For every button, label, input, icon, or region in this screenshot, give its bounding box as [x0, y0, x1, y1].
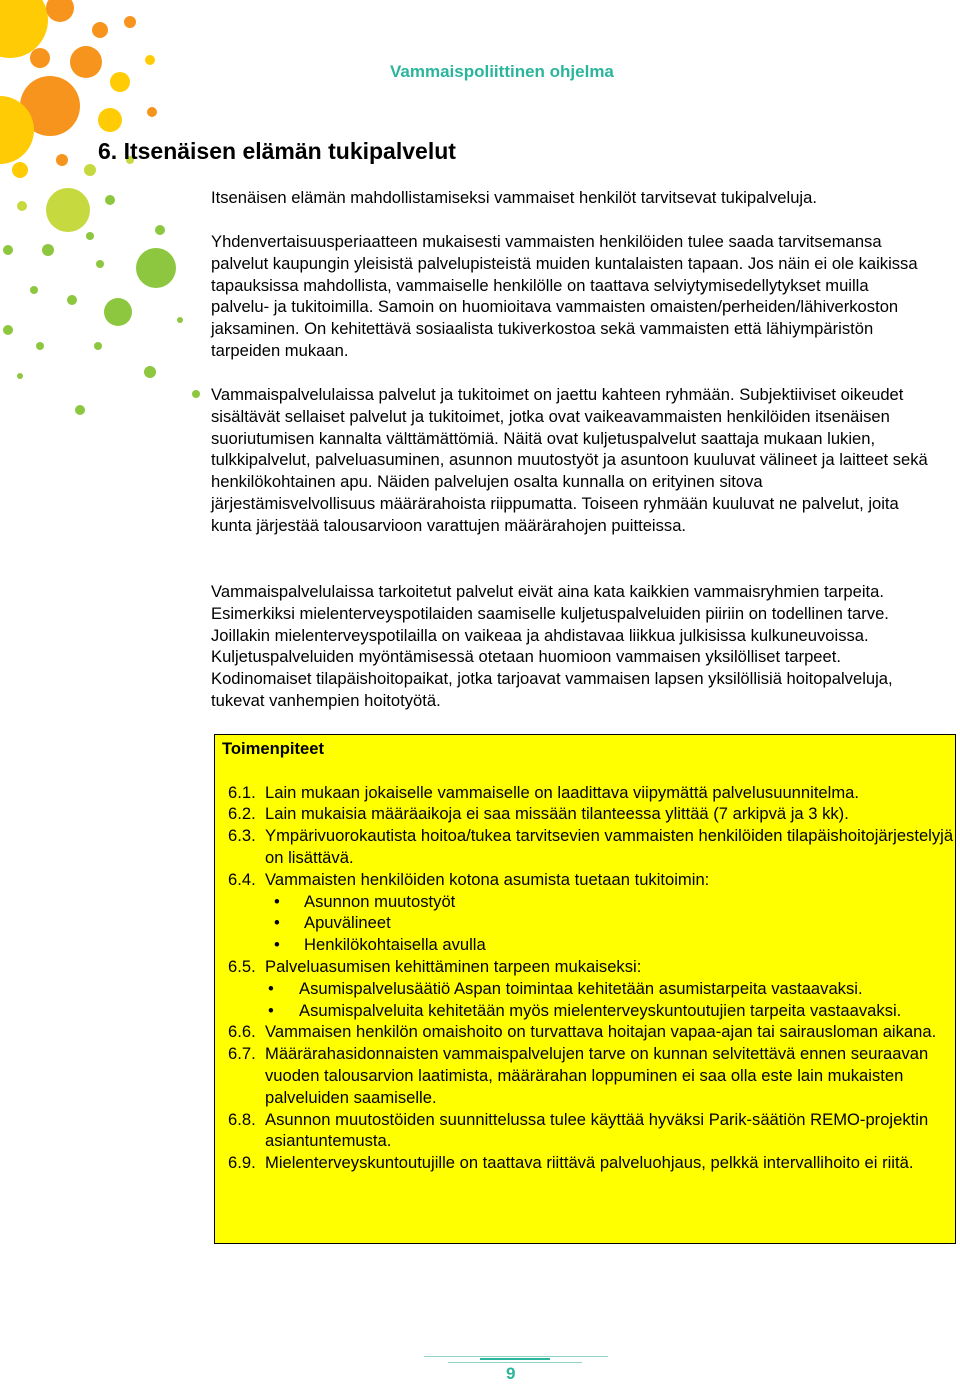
paragraph-4 [211, 581, 931, 712]
measure-text: Ympärivuorokautista hoitoa/tukea tarvitsevien vammaisten henkilöiden tilapäishoitojärjestelyjä on lisättävä. [265, 826, 954, 867]
bullet-item [222, 934, 955, 956]
measure-text: Lain mukaan jokaiselle vammaiselle on laadittava viipymättä palvelusuunnitelma. [265, 782, 860, 802]
bullet-text: Apuvälineet [304, 913, 391, 933]
paragraph-4-text: Vammaispalvelulaissa tarkoitetut palvelut eivät aina kata kaikkien vammaisryhmien tarpeita. Esimerkiksi mielenterveyspotilaiden saamiselle kuljetuspalveluiden piiriin on todellinen tarve. Joillakin mielenterveyspotilailla on vaikeaa ja ahdistavaa liikkua julkisissa kulkuneuvoissa. Kuljetuspalveluiden myöntämisessä otetaan huomioon vammaisen yksilölliset tarpeet. Kodinomaiset tilapäishoitopaikat, jotka tarjoavat vammaisen lapsen yksilöllisiä hoitopalveluja, tukevat vanhempien hoitotyötä. [211, 582, 893, 710]
measure-item [222, 782, 955, 804]
measure-item [222, 1152, 955, 1174]
measure-number: 6.8. [228, 1109, 256, 1129]
measure-text: Palveluasumisen kehittäminen tarpeen mukaiseksi: [265, 956, 642, 976]
paragraph-2-text: Yhdenvertaisuusperiaatteen mukaisesti vammaisten henkilöiden tulee saada tarvitsemansa palvelut kaupungin yleisistä palvelupisteistä muiden kuntalaisten tapaan. Jos näin ei ole kaikissa tapauksissa mahdollista, vammaiselle henkilölle on taattava selviytymisedellytykset muilla palvelu- ja tukitoimilla. Samoin on huomioitava vammaisten omaisten/perheiden/lähiverkoston jaksaminen. On kehitettävä sosiaalista tukiverkostoa sekä vammaisten että lähiympäristön tarpeiden mukaan. [211, 232, 918, 360]
measure-text: Mielenterveyskuntoutujille on taattava riittävä palveluohjaus, pelkkä intervallihoito ei riitä. [265, 1153, 914, 1173]
measure-item [222, 1021, 955, 1043]
section-title: 6. Itsenäisen elämän tukipalvelut [98, 138, 456, 164]
bullet-item [222, 978, 955, 1000]
paragraph-1 [211, 187, 931, 209]
paragraph-3-text: Vammaispalvelulaissa palvelut ja tukitoimet on jaettu kahteen ryhmään. Subjektiiviset oikeudet sisältävät sellaiset palvelut ja tukitoimet, jotka ovat vaikeavammaisten henkilöiden itsenäisen suoriutumisen kannalta välttämättömiä. Näitä ovat kuljetuspalvelut saattaja mukaan lukien, tulkkipalvelut, palveluasuminen, asunnon muutostyöt ja asuntoon kuuluvat välineet ja laitteet sekä henkilökohtainen apu. Näiden palvelujen osalta kunnalla on erityinen sitova järjestämisvelvollisuus määrärahoista riippumatta. Toiseen ryhmään kuuluvat ne palvelut, joita kunta järjestää talousarvioon varattujen määrärahojen puitteissa. [211, 385, 928, 535]
bullet-icon: • [274, 913, 280, 933]
measure-number: 6.5. [228, 956, 256, 976]
decorative-circles [0, 0, 240, 430]
paragraph-1-text: Itsenäisen elämän mahdollistamiseksi vammaiset henkilöt tarvitsevat tukipalveluja. [211, 188, 817, 207]
measure-item [222, 956, 955, 978]
measure-text: Vammaisten henkilöiden kotona asumista tuetaan tukitoimin: [265, 869, 710, 889]
measure-item [222, 1109, 955, 1153]
bullet-icon: • [274, 935, 280, 955]
bullet-text: Asumispalveluita kehitetään myös mielenterveyskuntoutujien tarpeita vastaavaksi. [299, 1000, 902, 1020]
measure-item [222, 1043, 955, 1108]
measure-number: 6.9. [228, 1153, 256, 1173]
paragraph-3 [211, 384, 931, 537]
measures-title: Toimenpiteet [222, 739, 325, 758]
measure-number: 6.1. [228, 782, 256, 802]
running-head: Vammaispoliittinen ohjelma [390, 62, 614, 81]
measure-number: 6.6. [228, 1022, 256, 1042]
footer-rule [424, 1356, 608, 1357]
measure-text: Määrärahasidonnaisten vammaispalvelujen tarve on kunnan selvitettävä ennen seuraavan vuoden talousarvion laatimista, määrärahan loppuminen ei saa olla este lain mukaisten palveluiden saamiselle. [265, 1044, 929, 1107]
bullet-item [222, 912, 955, 934]
bullet-text: Henkilökohtaisella avulla [304, 935, 486, 955]
bullet-item [222, 1000, 955, 1022]
measure-text: Lain mukaisia määräaikoja ei saa missään tilanteessa ylittää (7 arkipvä ja 3 kk). [265, 804, 849, 824]
measure-item [222, 803, 955, 825]
footer-rule [448, 1362, 582, 1363]
measure-text: Vammaisen henkilön omaishoito on turvattava hoitajan vapaa-ajan tai sairausloman aikana. [265, 1022, 937, 1042]
bullet-icon: • [268, 978, 274, 998]
measure-number: 6.4. [228, 869, 256, 889]
bullet-item [222, 891, 955, 913]
paragraph-2 [211, 231, 931, 362]
measure-item [222, 869, 955, 891]
measure-item [222, 825, 955, 869]
bullet-text: Asunnon muutostyöt [304, 891, 456, 911]
measure-number: 6.7. [228, 1044, 256, 1064]
measure-number: 6.3. [228, 826, 256, 846]
page-number: 9 [506, 1364, 516, 1383]
bullet-icon: • [274, 891, 280, 911]
bullet-icon: • [268, 1000, 274, 1020]
measure-text: Asunnon muutostöiden suunnittelussa tulee käyttää hyväksi Parik-säätiön REMO-projektin asiantuntemusta. [265, 1109, 929, 1151]
footer-rule [480, 1358, 550, 1360]
bullet-text: Asumispalvelusäätiö Aspan toimintaa kehitetään asumistarpeita vastaavaksi. [299, 978, 863, 998]
measures-box [214, 734, 956, 1244]
measure-number: 6.2. [228, 804, 256, 824]
